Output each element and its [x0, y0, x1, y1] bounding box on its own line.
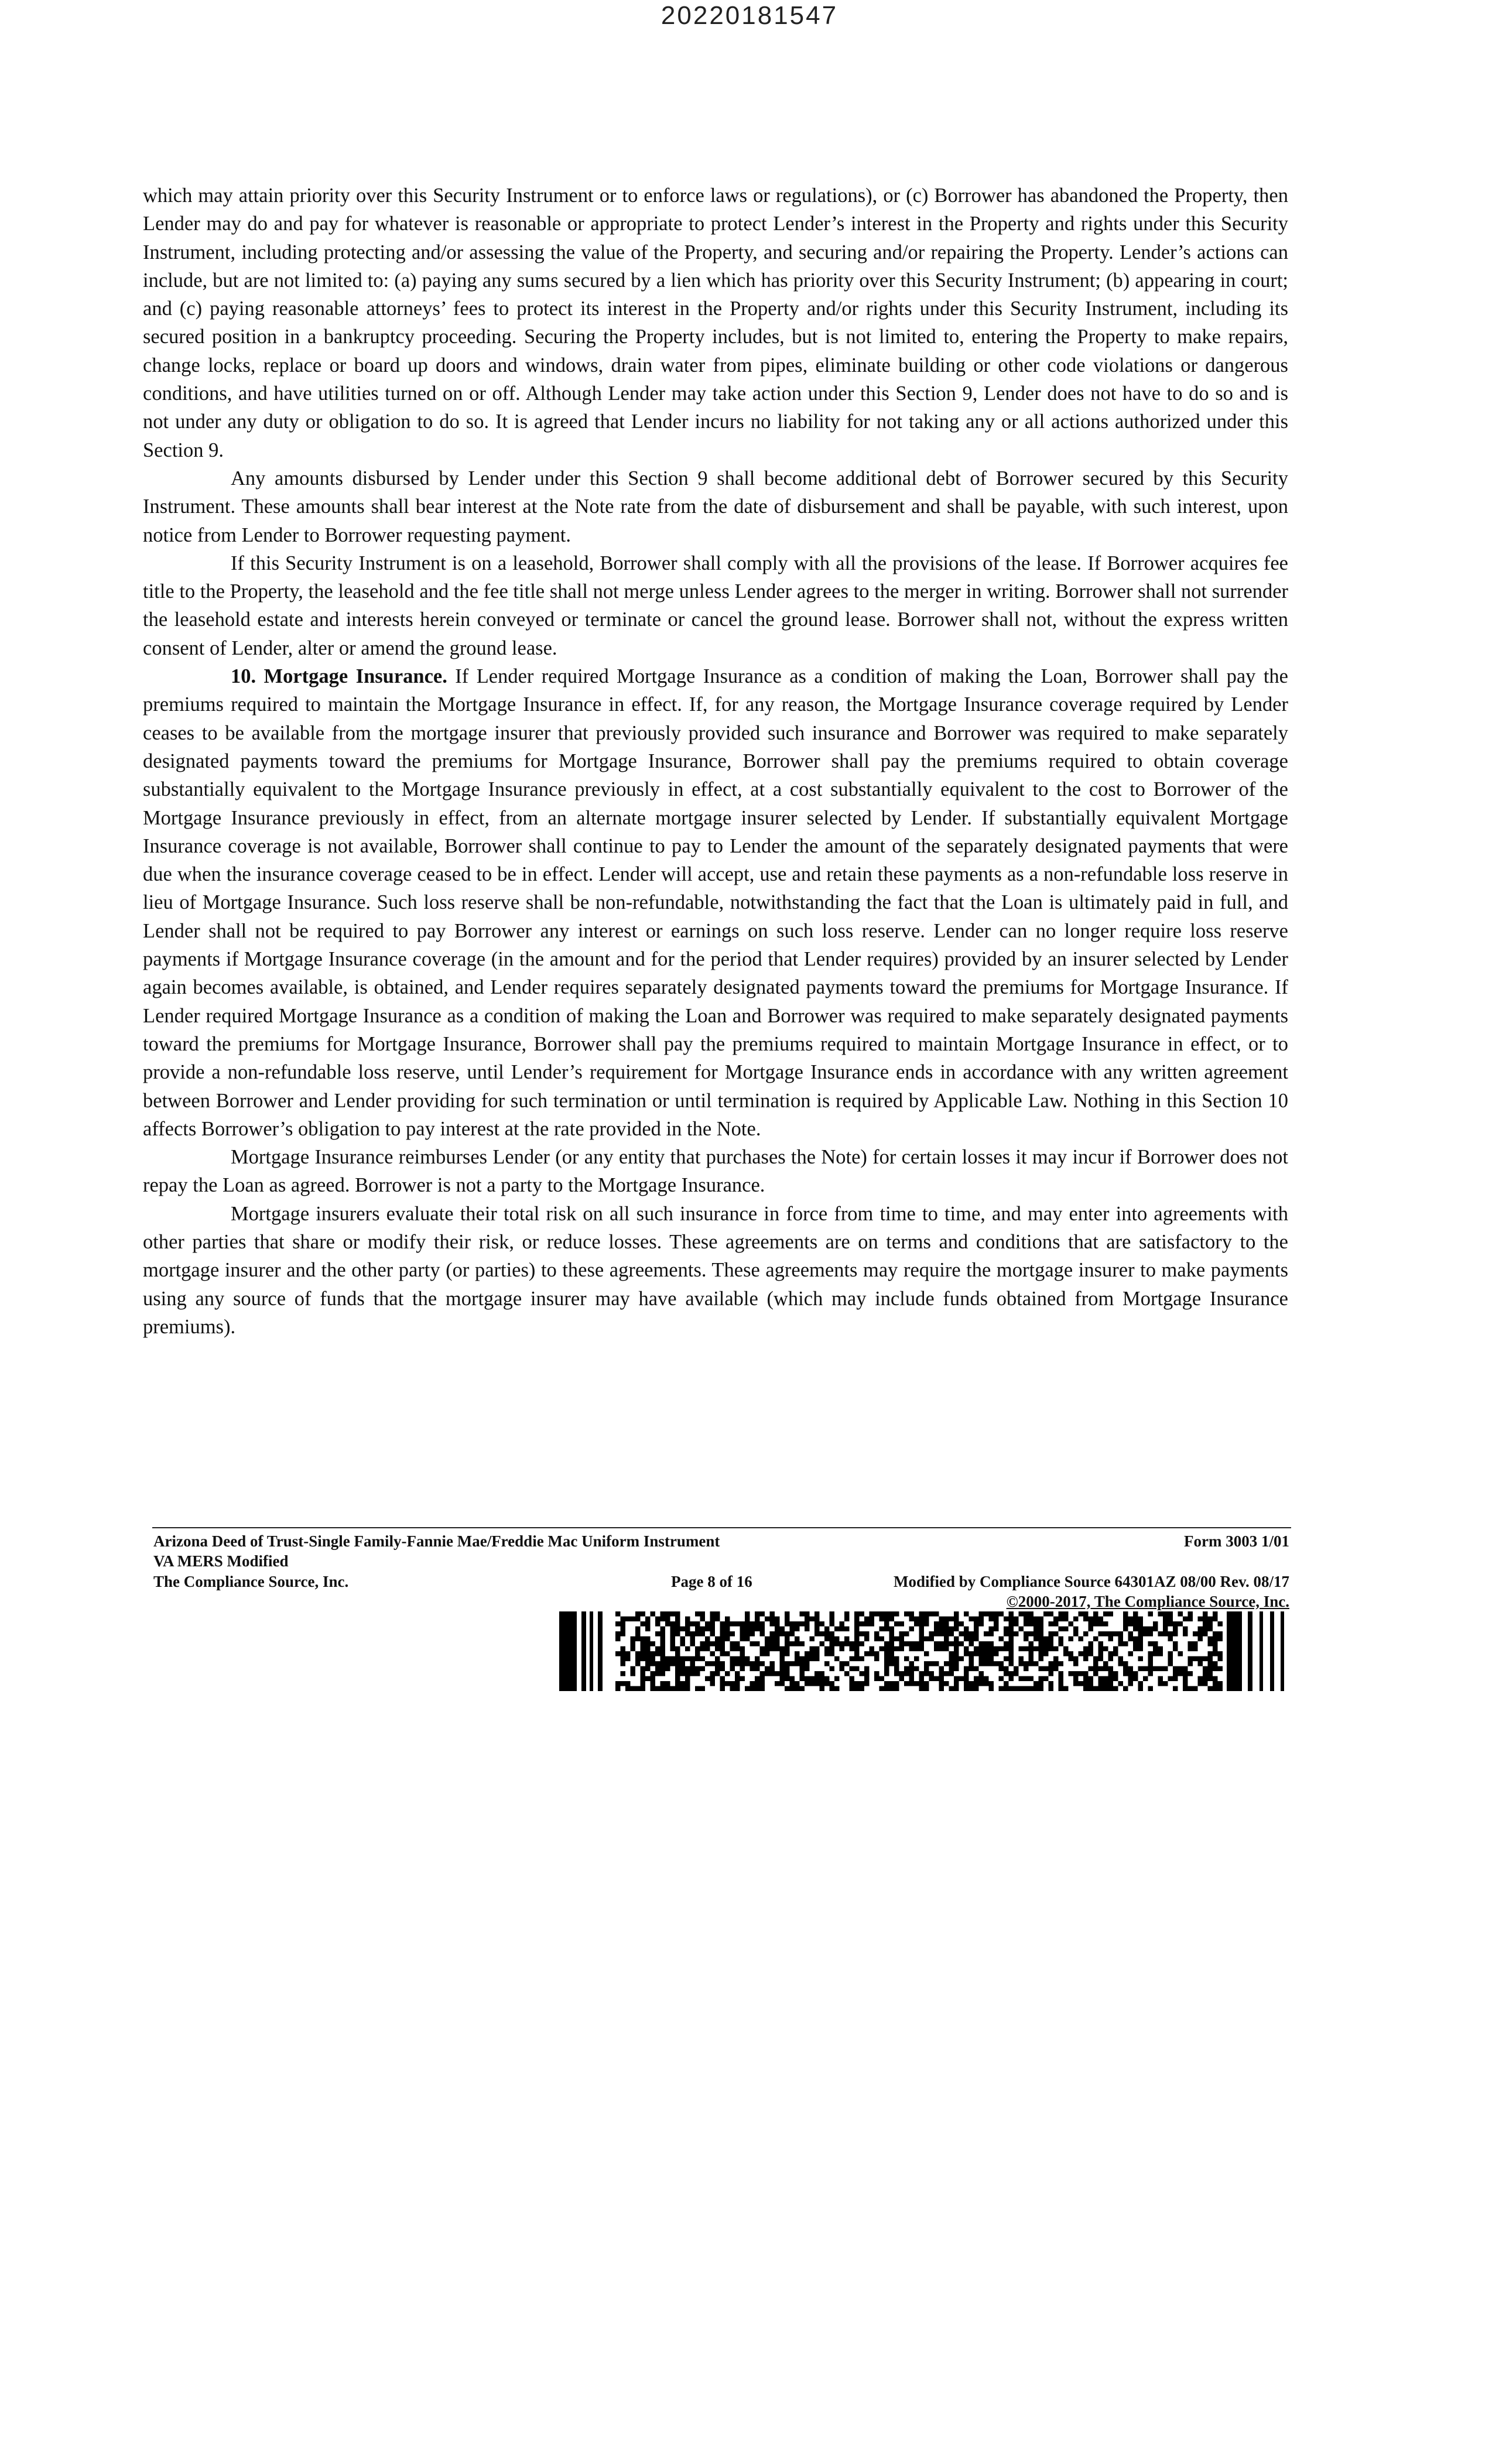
form-modifier: VA MERS Modified: [153, 1552, 289, 1570]
paragraph-4: [143, 662, 1288, 1143]
page-number: Page 8 of 16: [671, 1573, 752, 1590]
modified-by: Modified by Compliance Source 64301AZ 08/00 Rev. 08/17: [893, 1573, 1289, 1590]
form-title: Arizona Deed of Trust-Single Family-Fannie Mae/Freddie Mac Uniform Instrument: [153, 1532, 720, 1550]
footer-row-3: [153, 1573, 1289, 1590]
footer-row-1: [153, 1532, 1289, 1550]
form-number: Form 3003 1/01: [1184, 1532, 1289, 1550]
copyright: ©2000-2017, The Compliance Source, Inc.: [1006, 1593, 1289, 1610]
paragraph-2: Any amounts disbursed by Lender under this Section 9 shall become additional debt of Borrower secured by this Security Instrument. These amounts shall bear interest at the Note rate from the date of disbursement and shall be payable, with such interest, upon notice from Lender to Borrower requesting payment.: [143, 467, 1288, 546]
barcode-icon: [559, 1611, 1291, 1691]
paragraph-1: which may attain priority over this Security Instrument or to enforce laws or regulations), or (c) Borrower has abandoned the Property, then Lender may do and pay for whatever is reasonable or appropriate to protect Lender’s interest in the Property and rights under this Security Instrument, including protecting and/or assessing the value of the Property, and securing and/or repairing the Property. Lender’s actions can include, but are not limited to: (a) paying any sums secured by a lien which has priority over this Security Instrument; (b) appearing in court; and (c) paying reasonable attorneys’ fees to protect its interest in the Property and/or rights under this Security Instrument, including its secured position in a bankruptcy proceeding. Securing the Property includes, but is not limited to, entering the Property to make repairs, change locks, replace or board up doors and windows, drain water from pipes, eliminate building or other code violations or dangerous conditions, and have utilities turned on or off. Although Lender may take action under this Section 9, Lender does not have to do so and is not under any duty or obligation to do so. It is agreed that Lender incurs no liability for not taking any or all actions authorized under this Section 9.: [143, 184, 1288, 461]
section-heading-mortgage-insurance: 10. Mortgage Insurance.: [231, 665, 447, 688]
document-body: [143, 182, 1288, 1341]
paragraph-4-text: If Lender required Mortgage Insurance as a condition of making the Loan, Borrower shall pay the premiums required to maintain the Mortgage Insurance in effect. If, for any reason, the Mortgage Insurance coverage required by Lender ceases to be available from the mortgage insurer that previously provided such insurance and Borrower was required to make separately designated payments toward the premiums for Mortgage Insurance, Borrower shall pay the premiums required to obtain coverage substantially equivalent to the Mortgage Insurance previously in effect, at a cost substantially equivalent to the cost to Borrower of the Mortgage Insurance previously in effect, from an alternate mortgage insurer selected by Lender. If substantially equivalent Mortgage Insurance coverage is not available, Borrower shall continue to pay to Lender the amount of the separately designated payments that were due when the insurance coverage ceased to be in effect. Lender will accept, use and retain these payments as a non-refundable loss reserve in lieu of Mortgage Insurance. Such loss reserve shall be non-refundable, notwithstanding the fact that the Loan is ultimately paid in full, and Lender shall not be required to pay Borrower any interest or earnings on such loss reserve. Lender can no longer require loss reserve payments if Mortgage Insurance coverage (in the amount and for the period that Lender requires) provided by an insurer selected by Lender again becomes available, is obtained, and Lender requires separately designated payments toward the premiums for Mortgage Insurance. If Lender required Mortgage Insurance as a condition of making the Loan and Borrower was required to make separately designated payments toward the premiums for Mortgage Insurance, Borrower shall pay the premiums required to maintain Mortgage Insurance in effect, or to provide a non-refundable loss reserve, until Lender’s requirement for Mortgage Insurance ends in accordance with any written agreement between Borrower and Lender providing for such termination or until termination is required by Applicable Law. Nothing in this Section 10 affects Borrower’s obligation to pay interest at the rate provided in the Note.: [143, 665, 1288, 1140]
company-name: The Compliance Source, Inc.: [153, 1573, 349, 1590]
footer-row-2: [153, 1552, 1289, 1570]
paragraph-3: If this Security Instrument is on a leasehold, Borrower shall comply with all the provisions of the lease. If Borrower acquires fee title to the Property, the leasehold and the fee title shall not merge unless Lender agrees to the merger in writing. Borrower shall not surrender the leasehold estate and interests herein conveyed or terminate or cancel the ground lease. Borrower shall not, without the express written consent of Lender, alter or amend the ground lease.: [143, 552, 1288, 659]
footer-divider: [152, 1527, 1291, 1528]
paragraph-6: Mortgage insurers evaluate their total risk on all such insurance in force from time to time, and may enter into agreements with other parties that share or modify their risk, or reduce losses. These agreements are on terms and conditions that are satisfactory to the mortgage insurer and the other party (or parties) to these agreements. These agreements may require the mortgage insurer to make payments using any source of funds that the mortgage insurer may have available (which may include funds obtained from Mortgage Insurance premiums).: [143, 1202, 1288, 1338]
recording-number: 20220181547: [660, 1, 839, 30]
paragraph-5: Mortgage Insurance reimburses Lender (or any entity that purchases the Note) for certain losses it may incur if Borrower does not repay the Loan as agreed. Borrower is not a party to the Mortgage Insurance.: [143, 1146, 1288, 1197]
